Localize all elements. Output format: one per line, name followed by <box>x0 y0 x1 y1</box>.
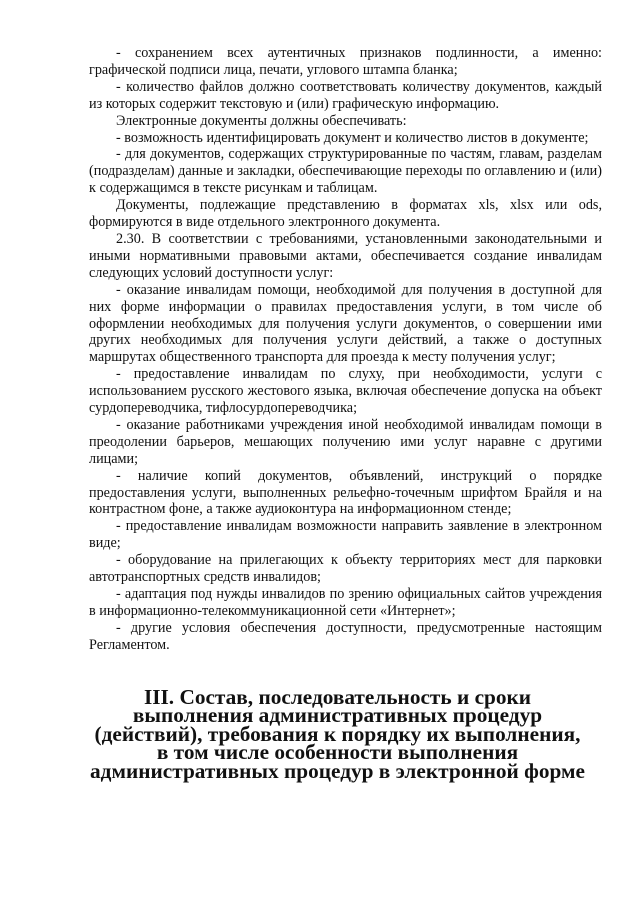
paragraph-identify: - возможность идентифицировать документ и количество листов в документе; <box>116 129 589 146</box>
paragraph-authenticity: - сохранением всех аутентичных признаков подлинности, а именно: графической подписи лица, печати, углового штампа бланка; <box>89 45 602 78</box>
paragraph-assistance: - оказание инвалидам помощи, необходимой для получения в доступной для них форме информации о правилах предоставления услуги, в том числе об оформлении необходимых для получения услуги документов, о совершении ими других необходимых для получения услуги действий, а также о доступных маршрутах общественного транспорта для проезда к месту получения услуг; <box>89 281 602 366</box>
section-heading: III. Состав, последовательность и сроки выполнения административных процедур (действий), требования к порядку их выполнения, в том числе особенности выполнения административных процедур в электронной форме <box>90 684 585 783</box>
paragraph-other-conditions: - другие условия обеспечения доступности, предусмотренные настоящим Регламентом. <box>89 619 602 653</box>
paragraph-formats: Документы, подлежащие представлению в форматах xls, xlsx или ods, формируются в виде отдельного электронного документа. <box>89 197 602 231</box>
paragraph-websites: - адаптация под нужды инвалидов по зрению официальных сайтов учреждения в информационно-телекоммуникационной сети «Интернет»; <box>89 586 602 619</box>
paragraph-bookmarks: - для документов, содержащих структурированные по частям, главам, разделам (подразделам) данные и закладки, обеспечивающие переходы по оглавлению и (или) к содержащимся в тексте рисункам и таблицам. <box>89 146 602 197</box>
paragraph-edocs-intro: Электронные документы должны обеспечивать: <box>116 112 407 129</box>
paragraph-electronic-application: - предоставление инвалидам возможности направить заявление в электронном виде; <box>89 518 602 552</box>
paragraph-2-30: 2.30. В соответствии с требованиями, установленными законодательными и иными нормативными правовыми актами, обеспечивается создание инвалидам следующих условий доступности услуг: <box>89 230 602 281</box>
paragraph-braille: - наличие копий документов, объявлений, инструкций о порядке предоставления услуги, выполненных рельефно-точечным шрифтом Брайля и на контрастном фоне, а также аудиоконтура на информационном стенде; <box>89 467 602 518</box>
paragraph-file-count: - количество файлов должно соответствовать количеству документов, каждый из которых содержит текстовую и (или) графическую информацию. <box>89 78 602 112</box>
paragraph-parking: - оборудование на прилегающих к объекту территориях мест для парковки автотранспортных средств инвалидов; <box>89 552 602 586</box>
paragraph-barriers: - оказание работниками учреждения иной необходимой инвалидам помощи в преодолении барьеров, мешающих получению ими услуг наравне с другими лицами; <box>89 416 602 467</box>
paragraph-sign-language: - предоставление инвалидам по слуху, при необходимости, услуги с использованием русского жестового языка, включая обеспечение допуска на объект сурдопереводчика, тифлосурдопереводчика; <box>89 366 602 417</box>
